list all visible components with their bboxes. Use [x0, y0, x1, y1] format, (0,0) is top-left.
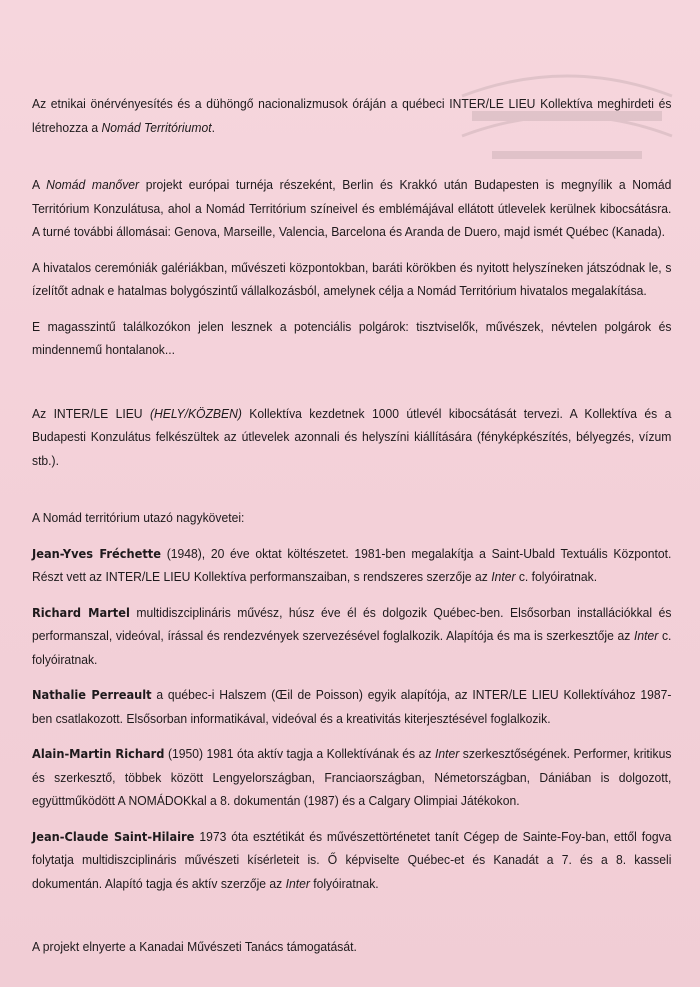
ambassador-entry [32, 683, 671, 730]
ambassador-bio-end: folyóiratnak. [309, 875, 379, 891]
ambassador-bio: a québec-i Halszem (Œil de Poisson) egyik alapítója, az INTER/LE LIEU Kollektívához 1987-ben csatlakozott. Elsősorban informatikával, videóval és a kreativitás kiterjesztésével foglalkozik. [32, 687, 672, 726]
intro-text: Az etnikai önérvényesítés és a dühöngő nacionalizmusok óráján a québeci INTER/LE LIEU Kollektíva meghirdeti és létrehozza a [32, 96, 672, 135]
meetings-paragraph: E magasszintű találkozókon jelen lesznek a potenciális polgárok: tisztviselők, művészek, névtelen polgárok és mindennemű hontalanok... [32, 318, 672, 357]
passports-emphasis: (HELY/KÖZBEN) [149, 405, 242, 421]
tour-paragraph [32, 173, 671, 244]
document-body [32, 92, 671, 980]
ambassador-name: Jean-Claude Saint-Hilaire [32, 828, 195, 844]
passports-text: Kollektíva kezdetnek 1000 útlevél kibocsátását tervezi. A Kollektíva és a Budapesti Konzulátus felkészültek az útlevelek azonnali és helyszíni kiállítására (fényképkészítés, bélyegzés, vízum stb.). [32, 405, 672, 468]
ambassadors-heading: A Nomád territórium utazó nagykövetei: [32, 510, 245, 525]
ambassador-bio-end: szerkesztőségének. Performer, kritikus és szerkesztő, többek között Lengyelországban, Franciaországban, Németországban, Dániában is dolgozott, együttműködött A NOMÁDOKkal a 8. dokumentán (1987) és a Calgary Olimpiai Játékokon. [32, 746, 672, 808]
ambassador-name: Alain-Martin Richard [32, 746, 165, 761]
ambassador-name: Richard Martel [32, 604, 130, 620]
closing-note: A projekt elnyerte a Kanadai Művészeti Tanács támogatását. [32, 939, 357, 954]
ambassador-bio: (1950) 1981 óta aktív tagja a Kollektívának és az [164, 746, 435, 761]
ambassador-name: Nathalie Perreault [32, 687, 152, 702]
tour-text-start: A [32, 177, 47, 192]
ambassador-entry [32, 601, 671, 672]
ambassador-name: Jean-Yves Fréchette [32, 545, 161, 561]
ambassador-entry [32, 542, 671, 589]
ambassador-bio-end: c. folyóiratnak. [515, 569, 598, 584]
intro-text-end: . [211, 119, 215, 135]
ambassador-entry [32, 742, 671, 813]
tour-text: projekt európai turnéja részeként, Berlin és Krakkó után Budapesten is megnyílik a Nomád Territórium Konzulátusa, ahol a Nomád Territórium színeivel és emblémájával ellátott útlevelek kerülnek kibocsátásra. A turné további állomásai: Genova, Marseille, Valencia, Barcelona és Aranda de Duero, majd ismét Québec (Kanada). [32, 177, 672, 239]
ambassador-bio-end: c. folyóiratnak. [32, 628, 672, 667]
intro-paragraph [32, 92, 671, 139]
ambassador-entry [32, 825, 671, 896]
passports-text-start: Az INTER/LE LIEU [32, 405, 150, 421]
ambassador-bio: (1948), 20 éve oktat költészetet. 1981-ben megalakítja a Saint-Ubald Textuális Központot. Részt vett az INTER/LE LIEU Kollektíva performanszaiban, s rendszeres szerzője az [32, 545, 672, 584]
passports-paragraph [32, 402, 671, 473]
tour-emphasis: Nomád manőver [46, 177, 140, 192]
ambassador-bio-emphasis: Inter [285, 875, 310, 891]
ambassador-bio: multidiszciplináris művész, húsz éve él és dolgozik Québec-ben. Elsősorban installációkkal és performanszal, videóval, írással és rendezvények szervezésével foglalkozik. Alapítója és ma is szerkesztője az [32, 604, 672, 643]
ceremonies-paragraph: A hivatalos ceremóniák galériákban, művészeti központokban, baráti körökben és nyitott helyszíneken játszódnak le, s ízelítőt adnak e hatalmas bolygószintű vállalkozásból, amelynek célja a Nomád Territórium hivatalos megalakítása. [32, 259, 672, 298]
ambassador-bio-emphasis: Inter [634, 628, 659, 643]
intro-emphasis: Nomád Territóriumot [101, 119, 212, 135]
ambassador-bio-emphasis: Inter [434, 746, 460, 761]
ambassador-bio-emphasis: Inter [491, 569, 516, 584]
ambassador-bio: 1973 óta esztétikát és művészettörténetet tanít Cégep de Sainte-Foy-ban, ettől fogva folytatja multidiszciplináris művészeti kísérleteit is. Ő képviselte Québec-et és Kanadát a 7. és a 8. kasseli dokumentán. Alapító tagja és aktív szerzője az [32, 828, 672, 891]
